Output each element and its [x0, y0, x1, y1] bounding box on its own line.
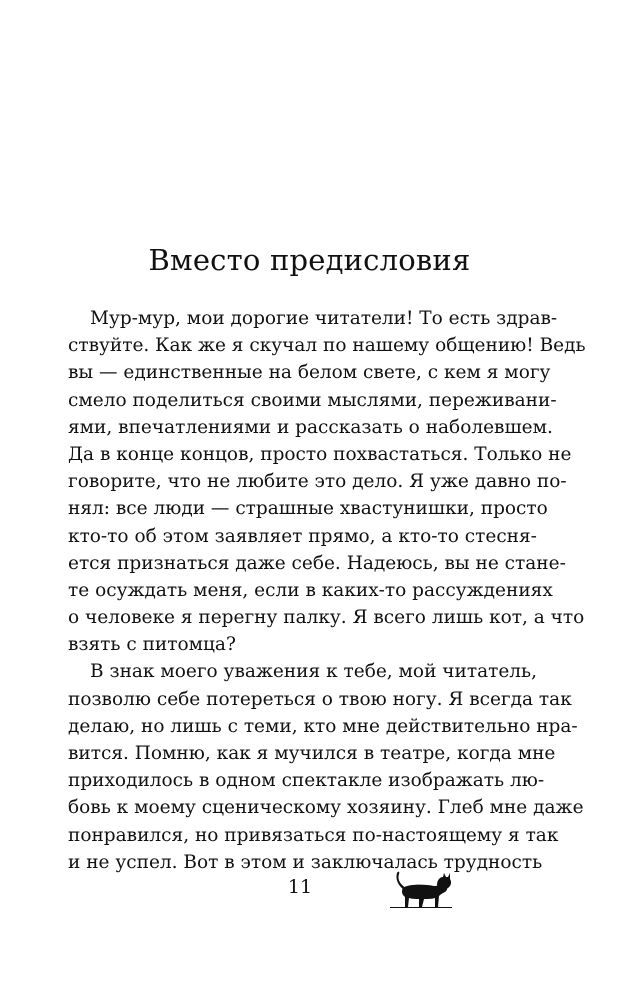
- paragraph: [68, 658, 584, 876]
- chapter-title: Вместо предисловия: [148, 243, 471, 277]
- text-line: приходилось в одном спектакле изображать лю-: [68, 770, 545, 792]
- text-line: о человеке я перегну палку. Я всего лишь кот, а что: [68, 607, 585, 629]
- text-line: говорите, что не любите это дело. Я уже давно по-: [68, 471, 567, 493]
- page-number: 11: [287, 876, 313, 898]
- page-footer: [0, 870, 619, 920]
- text-line: позволю себе потереться о твою ногу. Я всегда так: [68, 688, 572, 710]
- text-line: те осуждать меня, если в каких-то рассуждениях: [68, 579, 553, 601]
- cat-silhouette-icon: [390, 870, 452, 910]
- body-text: [68, 305, 586, 876]
- paragraph: [68, 305, 586, 658]
- text-line: бовь к моему сценическому хозяину. Глеб мне даже: [68, 797, 584, 819]
- text-line: делаю, но лишь с теми, кто мне действительно нра-: [68, 715, 578, 737]
- text-line: вится. Помню, как я мучился в театре, когда мне: [68, 743, 556, 764]
- text-line: и не успел. Вот в этом и заключалась трудность: [68, 851, 543, 873]
- text-line: В знак моего уважения к тебе, мой читатель,: [90, 661, 537, 683]
- text-line: ется признаться даже себе. Надеюсь, вы не стане-: [68, 552, 566, 574]
- text-line: ствуйте. Как же я скучал по нашему общению! Ведь: [68, 335, 586, 357]
- text-line: нял: все люди — страшные хвастунишки, просто: [68, 498, 548, 520]
- text-line: ями, впечатлениями и рассказать о наболевшем.: [68, 416, 553, 438]
- text-line: кто-то об этом заявляет прямо, а кто-то стесня-: [68, 525, 537, 547]
- text-line: Да в конце концов, просто похвастаться. Только не: [68, 443, 572, 465]
- text-line: взять с питомца?: [68, 634, 236, 656]
- text-line: понравился, но привязаться по-настоящему я так: [68, 824, 559, 846]
- text-line: Мур-мур, мои дорогие читатели! То есть здрав-: [90, 308, 558, 329]
- text-line: вы — единственные на белом свете, с кем я могу: [68, 362, 551, 384]
- text-line: смело поделиться своими мыслями, переживани-: [68, 389, 557, 411]
